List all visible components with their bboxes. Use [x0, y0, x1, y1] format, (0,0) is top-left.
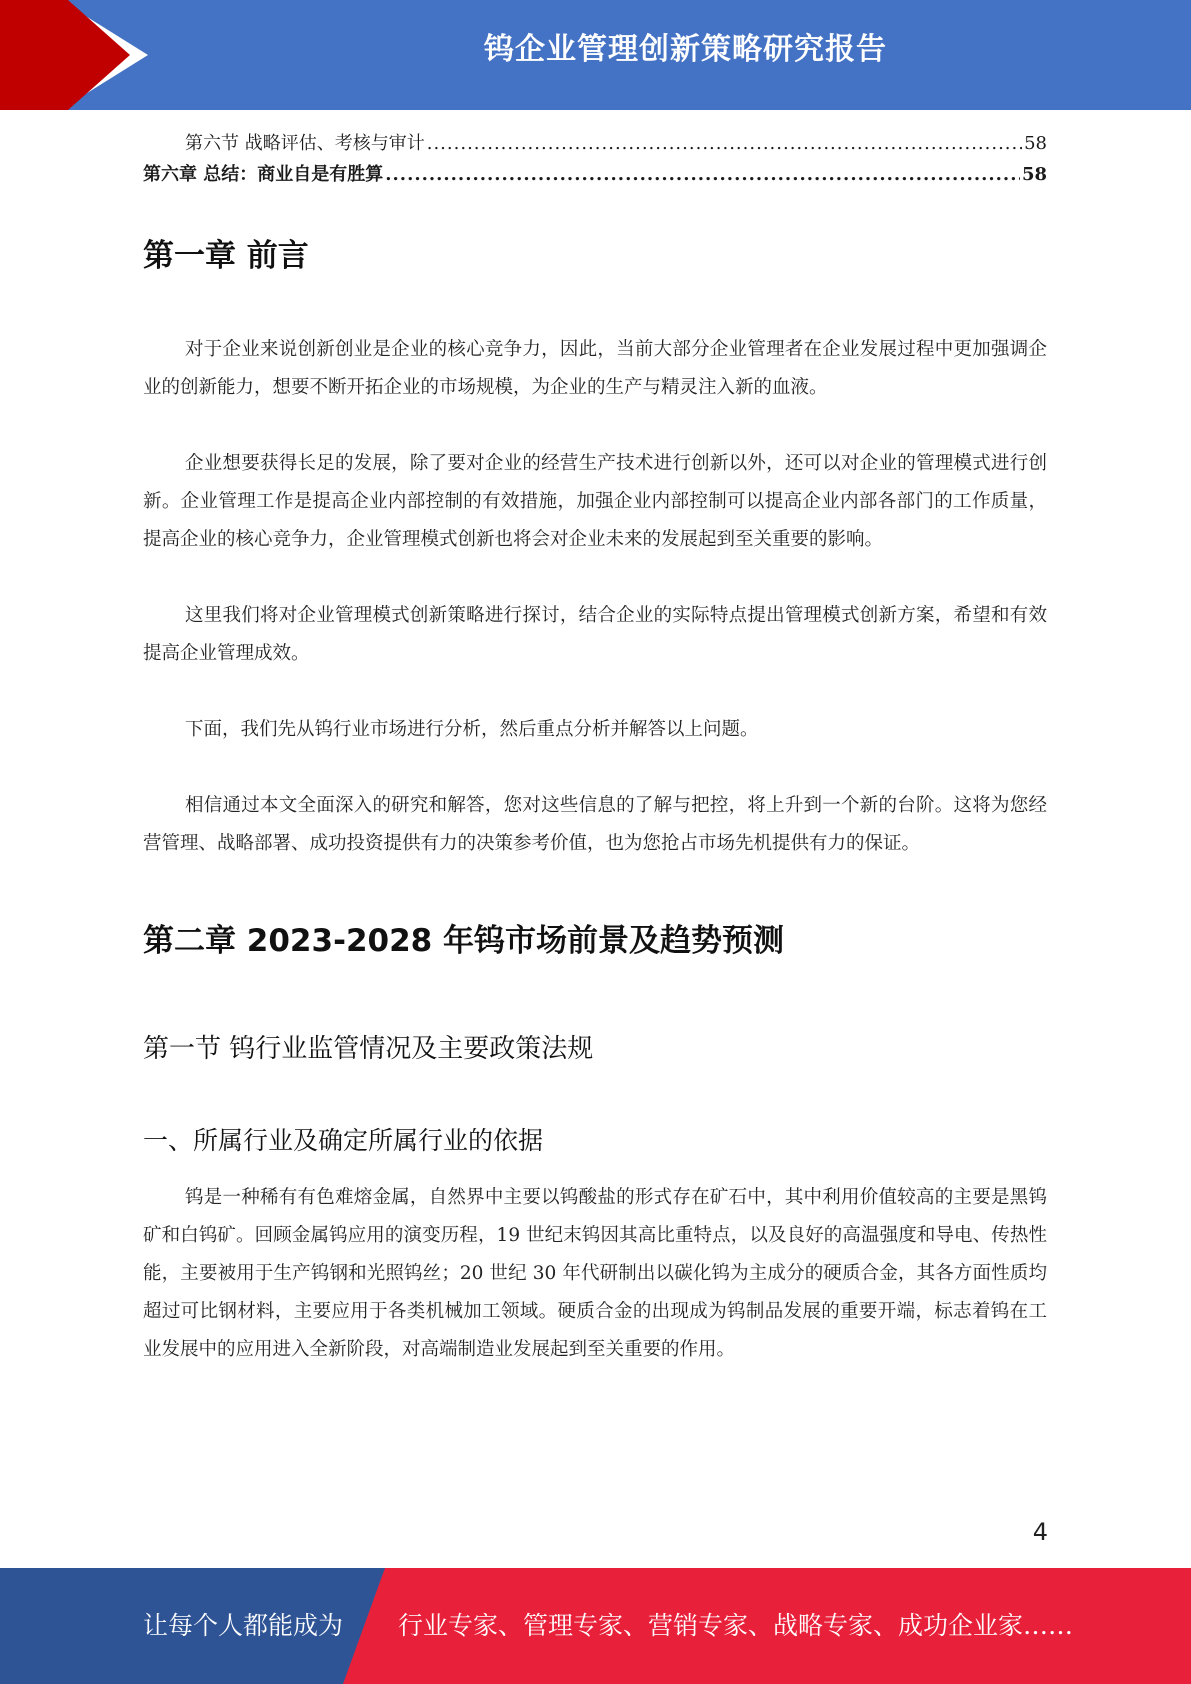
- toc-item-label: 第六章 总结：商业自是有胜算: [143, 164, 384, 185]
- footer-banner: [0, 1568, 1191, 1684]
- document-title: 钨企业管理创新策略研究报告: [484, 32, 887, 67]
- header-banner: [0, 0, 1191, 110]
- paragraph: 这里我们将对企业管理模式创新策略进行探讨，结合企业的实际特点提出管理模式创新方案，希望和有效提高企业管理成效。: [143, 605, 1047, 664]
- paragraph: 下面，我们先从钨行业市场进行分析，然后重点分析并解答以上问题。: [185, 719, 759, 740]
- toc-item-label: 第六节 战略评估、考核与审计: [185, 133, 425, 154]
- toc-item[interactable]: [143, 128, 1047, 159]
- paragraph: 相信通过本文全面深入的研究和解答，您对这些信息的了解与把控，将上升到一个新的台阶。这将为您经营管理、战略部署、成功投资提供有力的决策参考价值，也为您抢占市场先机提供有力的保证。: [143, 795, 1047, 854]
- footer-slogan-lead: 让每个人都能成为: [143, 1611, 344, 1640]
- chapter-heading: 第一章 前言: [143, 238, 309, 274]
- page-number: 4: [1032, 1518, 1048, 1546]
- paragraph: 钨是一种稀有有色难熔金属，自然界中主要以钨酸盐的形式存在矿石中，其中利用价值较高的主要是黑钨矿和白钨矿。回顾金属钨应用的演变历程，19 世纪末钨因其高比重特点，以及良好的高温强度和导电、传热性能，主要被用于生产钨钢和光照钨丝；20 世纪 30 年代研制出以碳化钨为主成分的硬质合金，其各方面性质均超过可比钢材料，主要应用于各类机械加工领域。硬质合金的出现成为钨制品发展的重要开端，标志着钨在工业发展中的应用进入全新阶段，对高端制造业发展起到至关重要的作用。: [143, 1187, 1047, 1360]
- paragraph: 企业想要获得长足的发展，除了要对企业的经营生产技术进行创新以外，还可以对企业的管理模式进行创新。企业管理工作是提高企业内部控制的有效措施，加强企业内部控制可以提高企业内部各部门的工作质量，提高企业的核心竞争力，企业管理模式创新也将会对企业未来的发展起到至关重要的影响。: [143, 453, 1047, 550]
- section-heading: 第一节 钨行业监管情况及主要政策法规: [143, 1034, 594, 1064]
- toc-leader: [427, 128, 1022, 159]
- toc-item[interactable]: [143, 159, 1047, 190]
- footer-slogan-roles: 行业专家、管理专家、营销专家、战略专家、成功企业家……: [398, 1611, 1074, 1640]
- table-of-contents: [143, 128, 1047, 190]
- toc-item-page: 58: [1021, 164, 1047, 185]
- toc-leader: [385, 159, 1020, 190]
- page-content: [143, 128, 1047, 1369]
- chapter-heading: 第二章 2023-2028 年钨市场前景及趋势预测: [143, 923, 785, 959]
- subsection-heading: 一、所属行业及确定所属行业的依据: [143, 1126, 544, 1155]
- toc-item-page: 58: [1024, 133, 1047, 154]
- paragraph: 对于企业来说创新创业是企业的核心竞争力，因此，当前大部分企业管理者在企业发展过程中更加强调企业的创新能力，想要不断开拓企业的市场规模，为企业的生产与精灵注入新的血液。: [143, 339, 1047, 398]
